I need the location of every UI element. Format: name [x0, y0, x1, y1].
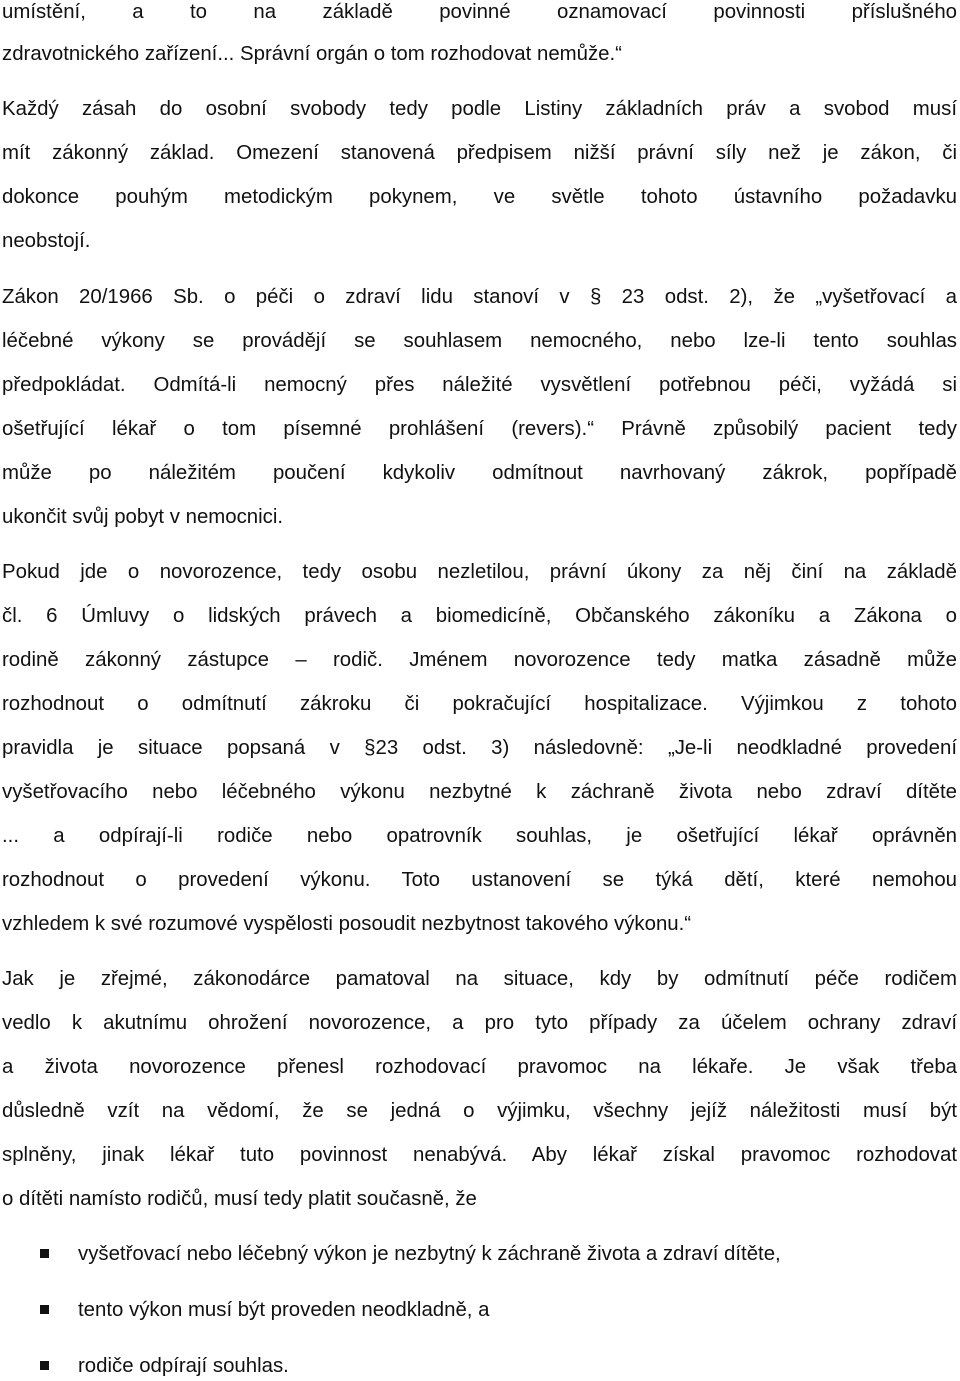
- text-line: může po náležitém poučení kdykoliv odmítnout navrhovaný zákrok, popřípadě: [2, 462, 957, 484]
- text-line: vzhledem k své rozumové vyspělosti posoudit nezbytnost takového výkonu.“: [2, 913, 692, 935]
- text-line: vedlo k akutnímu ohrožení novorozence, a pro tyto případy za účelem ochrany zdraví: [2, 1012, 957, 1034]
- text-line: ošetřující lékař o tom písemné prohlášení (revers).“ Právně způsobilý pacient tedy: [2, 418, 957, 440]
- text-line: důsledně vzít na vědomí, že se jedná o výjimku, všechny jejíž náležitosti musí být: [2, 1100, 957, 1122]
- text-line: mít zákonný základ. Omezení stanovená předpisem nižší právní síly než je zákon, či: [2, 142, 957, 164]
- text-line: rozhodnout o provedení výkonu. Toto ustanovení se týká dětí, které nemohou: [2, 869, 957, 891]
- text-line: léčebné výkony se provádějí se souhlasem nemocného, nebo lze-li tento souhlas: [2, 330, 957, 352]
- text-line: a života novorozence přenesl rozhodovací pravomoc na lékaře. Je však třeba: [2, 1056, 957, 1078]
- text-line: splněny, jinak lékař tuto povinnost nenabývá. Aby lékař získal pravomoc rozhodovat: [2, 1144, 957, 1166]
- text-line: Jak je zřejmé, zákonodárce pamatoval na situace, kdy by odmítnutí péče rodičem: [2, 968, 957, 990]
- list-item: [2, 1242, 957, 1266]
- text-line: o dítěti namísto rodičů, musí tedy platit současně, že: [2, 1188, 477, 1210]
- text-line: zdravotnického zařízení... Správní orgán o tom rozhodovat nemůže.“: [2, 43, 622, 65]
- text-line: Pokud jde o novorozence, tedy osobu nezletilou, právní úkony za něj činí na základě: [2, 561, 957, 583]
- text-line: Každý zásah do osobní svobody tedy podle Listiny základních práv a svobod musí: [2, 98, 957, 120]
- text-line: vyšetřovacího nebo léčebného výkonu nezbytné k záchraně života nebo zdraví dítěte: [2, 781, 957, 803]
- text-line: předpokládat. Odmítá-li nemocný přes náležité vysvětlení potřebnou péči, vyžádá si: [2, 374, 957, 396]
- text-line: neobstojí.: [2, 230, 91, 252]
- text-line: rozhodnout o odmítnutí zákroku či pokračující hospitalizace. Výjimkou z tohoto: [2, 693, 957, 715]
- square-bullet-icon: [40, 1305, 49, 1314]
- text-line: rodině zákonný zástupce – rodič. Jménem novorozence tedy matka zásadně může: [2, 649, 957, 671]
- text-line: dokonce pouhým metodickým pokynem, ve světle tohoto ústavního požadavku: [2, 186, 957, 208]
- list-item: [2, 1354, 957, 1378]
- list-item: [2, 1298, 957, 1322]
- square-bullet-icon: [40, 1361, 49, 1370]
- text-line: Zákon 20/1966 Sb. o péči o zdraví lidu stanoví v § 23 odst. 2), že „vyšetřovací a: [2, 286, 957, 308]
- list-item-text: vyšetřovací nebo léčebný výkon je nezbytný k záchraně života a zdraví dítěte,: [78, 1243, 781, 1265]
- text-line: ... a odpírají-li rodiče nebo opatrovník souhlas, je ošetřující lékař oprávněn: [2, 825, 957, 847]
- text-line: pravidla je situace popsaná v §23 odst. 3) následovně: „Je-li neodkladné provedení: [2, 737, 957, 759]
- list-item-text: rodiče odpírají souhlas.: [78, 1355, 289, 1377]
- list-item-text: tento výkon musí být proveden neodkladně, a: [78, 1299, 490, 1321]
- text-line: ukončit svůj pobyt v nemocnici.: [2, 506, 284, 528]
- text-line: čl. 6 Úmluvy o lidských právech a biomedicíně, Občanského zákoníku a Zákona o: [2, 605, 957, 627]
- square-bullet-icon: [40, 1249, 49, 1258]
- text-line: umístění, a to na základě povinné oznamovací povinnosti příslušného: [2, 1, 957, 23]
